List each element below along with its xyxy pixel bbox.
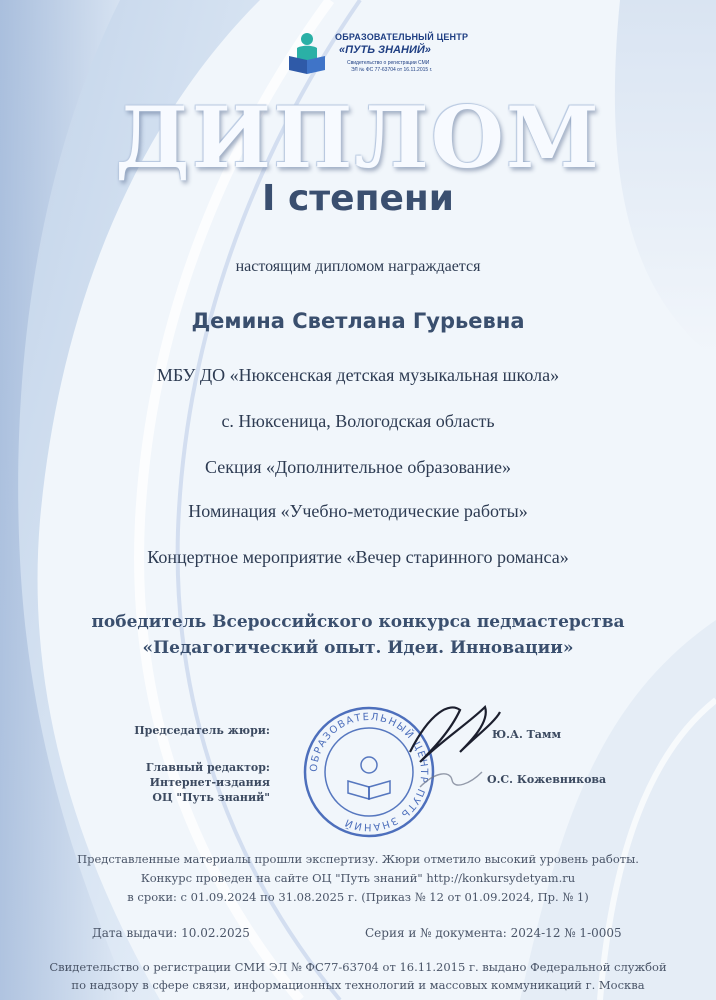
editor-label-line-1: Главный редактор: (145, 761, 270, 774)
editor-label-line-2: Интернет-издания (149, 776, 270, 789)
section: Секция «Дополнительное образование» (205, 457, 511, 477)
logo-line-3: Свидетельство о регистрации СМИ (347, 60, 430, 66)
editor-label-line-3: ОЦ "Путь знаний" (152, 791, 270, 804)
intro-text: настоящим дипломом награждается (235, 258, 481, 275)
logo-line-4: ЭЛ № ФС 77-63704 от 16.11.2015 г. (351, 67, 433, 73)
logo-line-1: ОБРАЗОВАТЕЛЬНЫЙ ЦЕНТР (335, 32, 469, 42)
diploma-degree: I степени (262, 178, 454, 219)
recipient-name: Демина Светлана Гурьевна (191, 309, 525, 333)
nomination: Номинация «Учебно-методические работы» (188, 501, 528, 521)
logo-line-2: «ПУТЬ ЗНАНИЙ» (339, 44, 431, 56)
registration-line-1: Свидетельство о регистрации СМИ ЭЛ № ФС77-63704 от 16.11.2015 г. выдано Федеральной службой (49, 960, 667, 974)
chair-label: Председатель жюри: (134, 724, 270, 737)
registration-line-2: по надзору в сфере связи, информационных технологий и массовых коммуникаций г. Москва (71, 978, 645, 992)
location: с. Нюксеница, Вологодская область (221, 411, 495, 431)
issue-date: Дата выдачи: 10.02.2025 (92, 926, 250, 940)
document-number: Серия и № документа: 2024-12 № 1-0005 (365, 926, 622, 940)
open-book-reader-icon (287, 30, 331, 76)
editor-name: О.С. Кожевникова (487, 773, 607, 786)
editor-label (110, 760, 270, 805)
diploma-title: ДИПЛОМ (115, 88, 601, 187)
footer-expertise: Представленные материалы прошли экспертизу. Жюри отметило высокий уровень работы. (77, 852, 639, 866)
winner-line-1: победитель Всероссийского конкурса педмастерства (91, 612, 625, 632)
event: Концертное мероприятие «Вечер старинного романса» (147, 547, 569, 567)
footer-period: в сроки: с 01.09.2024 по 31.08.2025 г. (Приказ № 12 от 01.09.2024, Пр. № 1) (127, 890, 589, 904)
stamp-text: ОБРАЗОВАТЕЛЬНЫЙ ЦЕНТР ПУТЬ ЗНАНИЙ (308, 711, 430, 833)
organization: МБУ ДО «Нюксенская детская музыкальная школа» (156, 365, 560, 385)
winner-line-2: «Педагогический опыт. Идеи. Инновации» (142, 638, 574, 658)
publisher-logo (287, 30, 469, 80)
chair-name: Ю.А. Тамм (492, 728, 562, 741)
footer-site: Конкурс проведен на сайте ОЦ "Путь знаний" http://konkursydetyam.ru (140, 871, 576, 885)
